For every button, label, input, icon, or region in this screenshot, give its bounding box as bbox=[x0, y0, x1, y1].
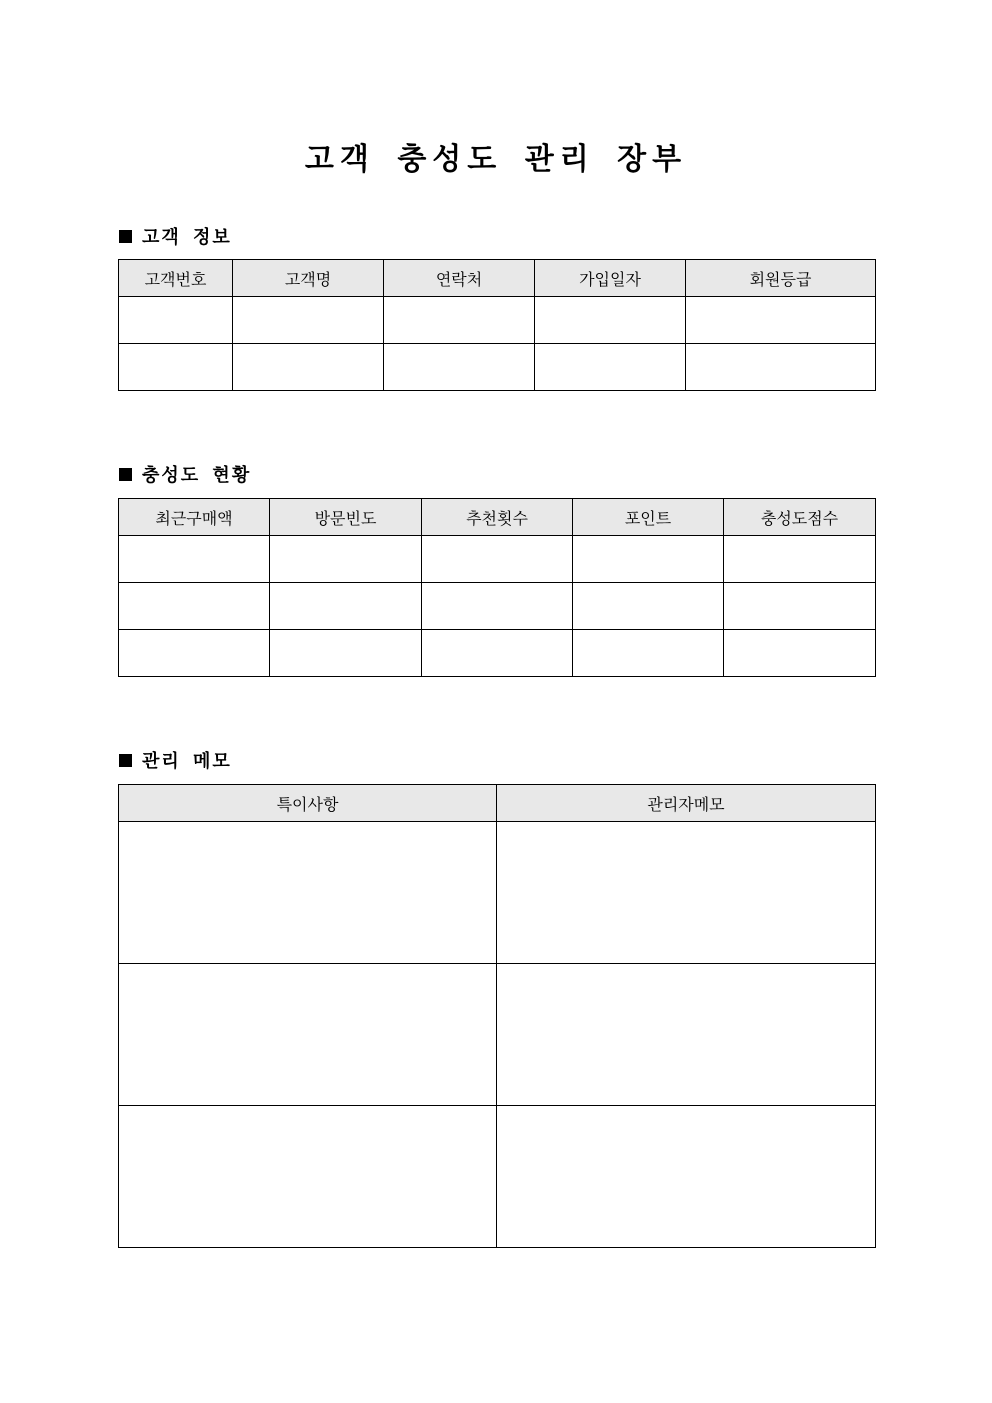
square-bullet-icon bbox=[119, 754, 132, 767]
table-cell[interactable] bbox=[573, 583, 724, 630]
table-cell[interactable] bbox=[270, 583, 422, 630]
table-cell[interactable] bbox=[573, 630, 724, 677]
table-cell[interactable] bbox=[119, 630, 270, 677]
table-cell[interactable] bbox=[422, 630, 573, 677]
section-heading-customer-info bbox=[119, 223, 232, 249]
table-row bbox=[119, 822, 876, 964]
customer-info-table bbox=[118, 259, 876, 391]
table-header-row bbox=[119, 260, 876, 297]
table-cell[interactable] bbox=[686, 297, 876, 344]
column-header: 충성도점수 bbox=[724, 499, 876, 536]
table-cell[interactable] bbox=[686, 344, 876, 391]
column-header: 고객명 bbox=[233, 260, 384, 297]
square-bullet-icon bbox=[119, 468, 132, 481]
table-header-row bbox=[119, 785, 876, 822]
table-cell[interactable] bbox=[119, 964, 497, 1106]
column-header: 특이사항 bbox=[119, 785, 497, 822]
table-row bbox=[119, 536, 876, 583]
section-heading-loyalty-status bbox=[119, 461, 251, 487]
table-row bbox=[119, 1106, 876, 1248]
table-cell[interactable] bbox=[535, 344, 686, 391]
table-cell[interactable] bbox=[119, 297, 233, 344]
section-heading-label: 고객 정보 bbox=[142, 227, 232, 248]
column-header: 가입일자 bbox=[535, 260, 686, 297]
column-header: 포인트 bbox=[573, 499, 724, 536]
table-cell[interactable] bbox=[422, 583, 573, 630]
table-row bbox=[119, 964, 876, 1106]
table-cell[interactable] bbox=[233, 297, 384, 344]
loyalty-status-table bbox=[118, 498, 876, 677]
table-cell[interactable] bbox=[422, 536, 573, 583]
section-heading-label: 관리 메모 bbox=[142, 751, 232, 772]
table-cell[interactable] bbox=[497, 822, 876, 964]
table-cell[interactable] bbox=[384, 344, 535, 391]
table-row bbox=[119, 583, 876, 630]
table-cell[interactable] bbox=[497, 1106, 876, 1248]
table-cell[interactable] bbox=[384, 297, 535, 344]
table-cell[interactable] bbox=[497, 964, 876, 1106]
column-header: 회원등급 bbox=[686, 260, 876, 297]
table-cell[interactable] bbox=[270, 630, 422, 677]
table-cell[interactable] bbox=[573, 536, 724, 583]
column-header: 고객번호 bbox=[119, 260, 233, 297]
square-bullet-icon bbox=[119, 230, 132, 243]
table-cell[interactable] bbox=[119, 536, 270, 583]
management-memo-table bbox=[118, 784, 876, 1248]
table-cell[interactable] bbox=[119, 822, 497, 964]
table-cell[interactable] bbox=[724, 536, 876, 583]
table-cell[interactable] bbox=[119, 344, 233, 391]
table-row bbox=[119, 297, 876, 344]
table-header-row bbox=[119, 499, 876, 536]
page-title: 고객 충성도 관리 장부 bbox=[304, 142, 688, 177]
table-cell[interactable] bbox=[119, 583, 270, 630]
section-heading-management-memo bbox=[119, 747, 232, 773]
column-header: 관리자메모 bbox=[497, 785, 876, 822]
table-cell[interactable] bbox=[535, 297, 686, 344]
table-row bbox=[119, 344, 876, 391]
column-header: 추천횟수 bbox=[422, 499, 573, 536]
table-cell[interactable] bbox=[724, 630, 876, 677]
column-header: 방문빈도 bbox=[270, 499, 422, 536]
section-heading-label: 충성도 현황 bbox=[142, 465, 252, 486]
table-cell[interactable] bbox=[270, 536, 422, 583]
table-row bbox=[119, 630, 876, 677]
column-header: 최근구매액 bbox=[119, 499, 270, 536]
table-cell[interactable] bbox=[233, 344, 384, 391]
table-cell[interactable] bbox=[724, 583, 876, 630]
column-header: 연락처 bbox=[384, 260, 535, 297]
table-cell[interactable] bbox=[119, 1106, 497, 1248]
